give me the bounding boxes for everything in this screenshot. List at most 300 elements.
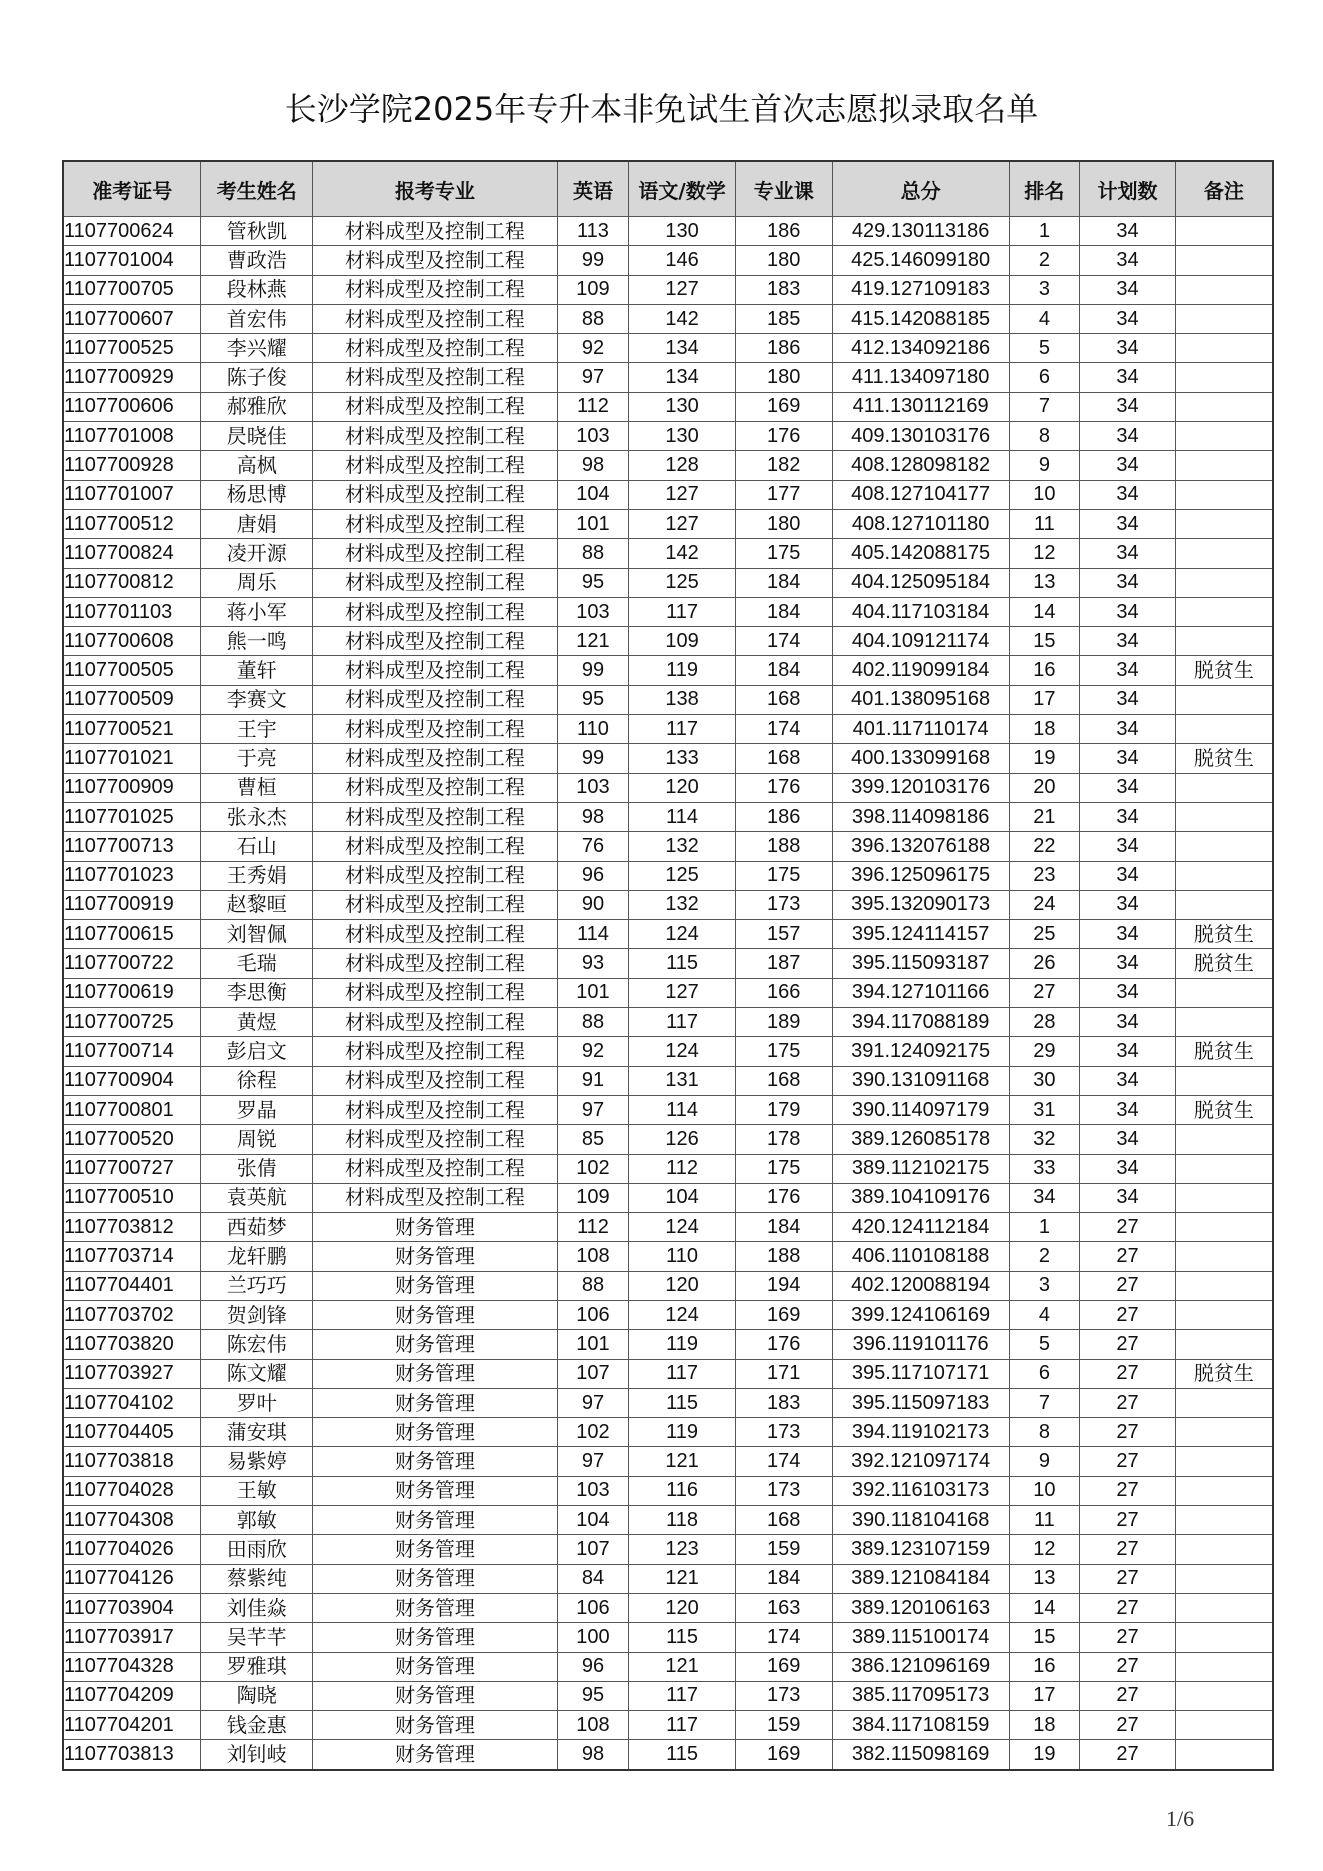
- cell-total: 389.120106163: [832, 1593, 1009, 1622]
- cell-major-course: 180: [735, 363, 832, 392]
- cell-major-course: 184: [735, 568, 832, 597]
- cell-name: 彭启文: [201, 1037, 313, 1066]
- cell-major: 财务管理: [313, 1564, 558, 1593]
- cell-major-course: 183: [735, 1388, 832, 1417]
- cell-chinese-math: 124: [629, 1037, 736, 1066]
- cell-english: 92: [557, 1037, 628, 1066]
- cell-major: 财务管理: [313, 1359, 558, 1388]
- table-row: [63, 334, 1273, 363]
- cell-total: 402.120088194: [832, 1271, 1009, 1300]
- cell-exam-id: 1107703813: [63, 1740, 201, 1770]
- cell-total: 396.125096175: [832, 861, 1009, 890]
- cell-exam-id: 1107703812: [63, 1213, 201, 1242]
- cell-major-course: 169: [735, 1652, 832, 1681]
- cell-rank: 24: [1009, 890, 1079, 919]
- cell-name: 毛瑞: [201, 949, 313, 978]
- cell-plan: 34: [1080, 304, 1176, 333]
- cell-remark: [1175, 1330, 1273, 1359]
- cell-plan: 34: [1080, 861, 1176, 890]
- cell-major-course: 186: [735, 217, 832, 246]
- table-row: [63, 1681, 1273, 1710]
- cell-remark: [1175, 1681, 1273, 1710]
- cell-exam-id: 1107701004: [63, 246, 201, 275]
- cell-chinese-math: 123: [629, 1535, 736, 1564]
- cell-english: 112: [557, 392, 628, 421]
- cell-english: 106: [557, 1300, 628, 1329]
- cell-exam-id: 1107700510: [63, 1183, 201, 1212]
- cell-major-course: 182: [735, 451, 832, 480]
- header-chinese-math: 语文/数学: [629, 161, 736, 217]
- cell-english: 96: [557, 1652, 628, 1681]
- cell-total: 395.132090173: [832, 890, 1009, 919]
- cell-english: 114: [557, 920, 628, 949]
- cell-rank: 8: [1009, 422, 1079, 451]
- cell-remark: [1175, 861, 1273, 890]
- cell-chinese-math: 134: [629, 334, 736, 363]
- table-row: [63, 949, 1273, 978]
- cell-plan: 27: [1080, 1593, 1176, 1622]
- cell-total: 389.115100174: [832, 1623, 1009, 1652]
- cell-chinese-math: 142: [629, 304, 736, 333]
- cell-exam-id: 1107703702: [63, 1300, 201, 1329]
- cell-english: 88: [557, 1271, 628, 1300]
- cell-major: 财务管理: [313, 1681, 558, 1710]
- cell-major-course: 176: [735, 1183, 832, 1212]
- cell-chinese-math: 109: [629, 627, 736, 656]
- cell-plan: 34: [1080, 246, 1176, 275]
- cell-major-course: 173: [735, 1476, 832, 1505]
- cell-exam-id: 1107700824: [63, 539, 201, 568]
- cell-name: 曹桓: [201, 773, 313, 802]
- cell-rank: 31: [1009, 1095, 1079, 1124]
- cell-plan: 27: [1080, 1711, 1176, 1740]
- cell-plan: 34: [1080, 217, 1176, 246]
- cell-exam-id: 1107700624: [63, 217, 201, 246]
- cell-major-course: 171: [735, 1359, 832, 1388]
- cell-english: 97: [557, 1095, 628, 1124]
- cell-plan: 27: [1080, 1330, 1176, 1359]
- table-row: [63, 920, 1273, 949]
- cell-plan: 27: [1080, 1652, 1176, 1681]
- cell-chinese-math: 132: [629, 890, 736, 919]
- table-row: [63, 422, 1273, 451]
- table-row: [63, 1271, 1273, 1300]
- cell-remark: [1175, 1506, 1273, 1535]
- cell-rank: 17: [1009, 1681, 1079, 1710]
- cell-major-course: 189: [735, 1008, 832, 1037]
- cell-exam-id: 1107700909: [63, 773, 201, 802]
- cell-total: 385.117095173: [832, 1681, 1009, 1710]
- table-row: [63, 1623, 1273, 1652]
- cell-major: 材料成型及控制工程: [313, 890, 558, 919]
- table-row: [63, 802, 1273, 831]
- table-body: [63, 217, 1273, 1770]
- cell-major: 财务管理: [313, 1476, 558, 1505]
- cell-chinese-math: 127: [629, 509, 736, 538]
- cell-major: 财务管理: [313, 1213, 558, 1242]
- cell-major: 财务管理: [313, 1330, 558, 1359]
- cell-major-course: 185: [735, 304, 832, 333]
- cell-rank: 34: [1009, 1183, 1079, 1212]
- cell-plan: 34: [1080, 832, 1176, 861]
- cell-english: 103: [557, 1476, 628, 1505]
- table-row: [63, 1213, 1273, 1242]
- cell-exam-id: 1107703714: [63, 1242, 201, 1271]
- cell-rank: 25: [1009, 920, 1079, 949]
- cell-major: 材料成型及控制工程: [313, 861, 558, 890]
- cell-major-course: 175: [735, 539, 832, 568]
- cell-plan: 27: [1080, 1623, 1176, 1652]
- cell-name: 熊一鸣: [201, 627, 313, 656]
- cell-remark: [1175, 1711, 1273, 1740]
- cell-rank: 6: [1009, 363, 1079, 392]
- cell-name: 罗雅琪: [201, 1652, 313, 1681]
- table-row: [63, 861, 1273, 890]
- table-row: [63, 1535, 1273, 1564]
- table-row: [63, 275, 1273, 304]
- cell-total: 395.115097183: [832, 1388, 1009, 1417]
- cell-rank: 32: [1009, 1125, 1079, 1154]
- cell-rank: 17: [1009, 685, 1079, 714]
- cell-rank: 10: [1009, 1476, 1079, 1505]
- cell-english: 97: [557, 1388, 628, 1417]
- cell-remark: 脱贫生: [1175, 920, 1273, 949]
- cell-plan: 27: [1080, 1271, 1176, 1300]
- cell-chinese-math: 124: [629, 920, 736, 949]
- cell-major: 材料成型及控制工程: [313, 1008, 558, 1037]
- cell-rank: 6: [1009, 1359, 1079, 1388]
- cell-remark: [1175, 802, 1273, 831]
- cell-major: 材料成型及控制工程: [313, 1037, 558, 1066]
- cell-total: 408.127104177: [832, 480, 1009, 509]
- cell-name: 龙轩鹏: [201, 1242, 313, 1271]
- table-row: [63, 744, 1273, 773]
- cell-major: 财务管理: [313, 1740, 558, 1770]
- cell-name: 李兴耀: [201, 334, 313, 363]
- cell-major: 财务管理: [313, 1447, 558, 1476]
- table-row: [63, 627, 1273, 656]
- cell-total: 420.124112184: [832, 1213, 1009, 1242]
- cell-rank: 9: [1009, 1447, 1079, 1476]
- cell-name: 刘钊岐: [201, 1740, 313, 1770]
- cell-total: 394.127101166: [832, 978, 1009, 1007]
- table-row: [63, 656, 1273, 685]
- cell-english: 108: [557, 1242, 628, 1271]
- cell-total: 406.110108188: [832, 1242, 1009, 1271]
- cell-major: 材料成型及控制工程: [313, 451, 558, 480]
- table-row: [63, 246, 1273, 275]
- cell-rank: 7: [1009, 392, 1079, 421]
- cell-chinese-math: 130: [629, 217, 736, 246]
- cell-total: 404.109121174: [832, 627, 1009, 656]
- cell-english: 91: [557, 1066, 628, 1095]
- table-row: [63, 1037, 1273, 1066]
- cell-rank: 22: [1009, 832, 1079, 861]
- cell-name: 周锐: [201, 1125, 313, 1154]
- cell-remark: [1175, 1242, 1273, 1271]
- cell-name: 昃晓佳: [201, 422, 313, 451]
- cell-major-course: 194: [735, 1271, 832, 1300]
- cell-name: 钱金惠: [201, 1711, 313, 1740]
- cell-major: 财务管理: [313, 1388, 558, 1417]
- cell-rank: 27: [1009, 978, 1079, 1007]
- cell-remark: [1175, 480, 1273, 509]
- cell-major: 材料成型及控制工程: [313, 246, 558, 275]
- table-row: [63, 392, 1273, 421]
- table-row: [63, 978, 1273, 1007]
- table-row: [63, 1388, 1273, 1417]
- cell-exam-id: 1107700512: [63, 509, 201, 538]
- cell-exam-id: 1107700608: [63, 627, 201, 656]
- cell-chinese-math: 118: [629, 1506, 736, 1535]
- cell-plan: 27: [1080, 1535, 1176, 1564]
- cell-major: 材料成型及控制工程: [313, 275, 558, 304]
- cell-major: 材料成型及控制工程: [313, 1095, 558, 1124]
- cell-plan: 27: [1080, 1740, 1176, 1770]
- cell-plan: 34: [1080, 539, 1176, 568]
- table-row: [63, 1740, 1273, 1770]
- cell-name: 管秋凯: [201, 217, 313, 246]
- cell-chinese-math: 116: [629, 1476, 736, 1505]
- cell-major-course: 174: [735, 1447, 832, 1476]
- cell-plan: 34: [1080, 627, 1176, 656]
- cell-total: 408.127101180: [832, 509, 1009, 538]
- cell-total: 389.123107159: [832, 1535, 1009, 1564]
- cell-exam-id: 1107703820: [63, 1330, 201, 1359]
- cell-name: 杨思博: [201, 480, 313, 509]
- cell-total: 401.138095168: [832, 685, 1009, 714]
- cell-english: 88: [557, 1008, 628, 1037]
- cell-rank: 28: [1009, 1008, 1079, 1037]
- cell-exam-id: 1107701021: [63, 744, 201, 773]
- cell-name: 田雨欣: [201, 1535, 313, 1564]
- cell-chinese-math: 134: [629, 363, 736, 392]
- cell-plan: 34: [1080, 568, 1176, 597]
- cell-rank: 13: [1009, 568, 1079, 597]
- cell-rank: 20: [1009, 773, 1079, 802]
- cell-major: 财务管理: [313, 1623, 558, 1652]
- header-major-course: 专业课: [735, 161, 832, 217]
- cell-major-course: 179: [735, 1095, 832, 1124]
- cell-major: 财务管理: [313, 1535, 558, 1564]
- cell-total: 394.117088189: [832, 1008, 1009, 1037]
- cell-major: 材料成型及控制工程: [313, 802, 558, 831]
- cell-total: 408.128098182: [832, 451, 1009, 480]
- cell-english: 95: [557, 685, 628, 714]
- cell-plan: 27: [1080, 1388, 1176, 1417]
- cell-remark: [1175, 275, 1273, 304]
- cell-exam-id: 1107700722: [63, 949, 201, 978]
- cell-name: 袁英航: [201, 1183, 313, 1212]
- cell-exam-id: 1107700713: [63, 832, 201, 861]
- cell-name: 王宇: [201, 715, 313, 744]
- cell-remark: [1175, 392, 1273, 421]
- cell-major-course: 159: [735, 1535, 832, 1564]
- cell-chinese-math: 128: [629, 451, 736, 480]
- header-remark: 备注: [1175, 161, 1273, 217]
- header-exam-id: 准考证号: [63, 161, 201, 217]
- cell-plan: 34: [1080, 1125, 1176, 1154]
- cell-remark: [1175, 1418, 1273, 1447]
- cell-english: 110: [557, 715, 628, 744]
- cell-major: 材料成型及控制工程: [313, 949, 558, 978]
- table-row: [63, 1476, 1273, 1505]
- header-rank: 排名: [1009, 161, 1079, 217]
- cell-english: 101: [557, 978, 628, 1007]
- cell-chinese-math: 112: [629, 1154, 736, 1183]
- cell-major-course: 166: [735, 978, 832, 1007]
- cell-name: 陈宏伟: [201, 1330, 313, 1359]
- cell-major: 材料成型及控制工程: [313, 832, 558, 861]
- cell-name: 段林燕: [201, 275, 313, 304]
- cell-chinese-math: 124: [629, 1213, 736, 1242]
- cell-name: 蔡紫纯: [201, 1564, 313, 1593]
- cell-name: 周乐: [201, 568, 313, 597]
- cell-total: 384.117108159: [832, 1711, 1009, 1740]
- cell-major: 材料成型及控制工程: [313, 1066, 558, 1095]
- cell-exam-id: 1107700505: [63, 656, 201, 685]
- cell-rank: 3: [1009, 1271, 1079, 1300]
- cell-major: 材料成型及控制工程: [313, 685, 558, 714]
- cell-name: 蒋小军: [201, 597, 313, 626]
- cell-remark: [1175, 334, 1273, 363]
- cell-total: 392.121097174: [832, 1447, 1009, 1476]
- cell-chinese-math: 117: [629, 715, 736, 744]
- cell-major-course: 174: [735, 715, 832, 744]
- table-row: [63, 1154, 1273, 1183]
- cell-total: 404.117103184: [832, 597, 1009, 626]
- cell-rank: 11: [1009, 509, 1079, 538]
- cell-rank: 2: [1009, 1242, 1079, 1271]
- cell-plan: 34: [1080, 1183, 1176, 1212]
- cell-major-course: 163: [735, 1593, 832, 1622]
- cell-english: 97: [557, 1447, 628, 1476]
- table-row: [63, 1359, 1273, 1388]
- cell-exam-id: 1107703818: [63, 1447, 201, 1476]
- cell-exam-id: 1107704102: [63, 1388, 201, 1417]
- table-row: [63, 597, 1273, 626]
- cell-chinese-math: 121: [629, 1564, 736, 1593]
- cell-rank: 3: [1009, 275, 1079, 304]
- cell-english: 98: [557, 1740, 628, 1770]
- cell-remark: [1175, 1447, 1273, 1476]
- cell-exam-id: 1107701008: [63, 422, 201, 451]
- cell-rank: 14: [1009, 597, 1079, 626]
- cell-name: 王秀娟: [201, 861, 313, 890]
- cell-exam-id: 1107700606: [63, 392, 201, 421]
- cell-english: 101: [557, 1330, 628, 1359]
- cell-major-course: 168: [735, 685, 832, 714]
- cell-exam-id: 1107704028: [63, 1476, 201, 1505]
- cell-english: 99: [557, 744, 628, 773]
- cell-english: 95: [557, 1681, 628, 1710]
- cell-remark: [1175, 1476, 1273, 1505]
- cell-name: 徐程: [201, 1066, 313, 1095]
- cell-rank: 12: [1009, 539, 1079, 568]
- cell-rank: 10: [1009, 480, 1079, 509]
- cell-rank: 18: [1009, 1711, 1079, 1740]
- cell-major: 财务管理: [313, 1593, 558, 1622]
- cell-remark: [1175, 597, 1273, 626]
- cell-plan: 27: [1080, 1213, 1176, 1242]
- cell-rank: 12: [1009, 1535, 1079, 1564]
- cell-name: 西茹梦: [201, 1213, 313, 1242]
- cell-english: 90: [557, 890, 628, 919]
- cell-chinese-math: 127: [629, 275, 736, 304]
- cell-total: 395.124114157: [832, 920, 1009, 949]
- cell-chinese-math: 131: [629, 1066, 736, 1095]
- cell-plan: 27: [1080, 1300, 1176, 1329]
- table-row: [63, 1008, 1273, 1037]
- cell-rank: 30: [1009, 1066, 1079, 1095]
- cell-total: 396.132076188: [832, 832, 1009, 861]
- cell-chinese-math: 142: [629, 539, 736, 568]
- cell-rank: 13: [1009, 1564, 1079, 1593]
- cell-remark: [1175, 1183, 1273, 1212]
- cell-major-course: 169: [735, 1740, 832, 1770]
- cell-english: 113: [557, 217, 628, 246]
- cell-remark: [1175, 685, 1273, 714]
- table-row: [63, 363, 1273, 392]
- cell-name: 张倩: [201, 1154, 313, 1183]
- cell-english: 108: [557, 1711, 628, 1740]
- cell-chinese-math: 114: [629, 1095, 736, 1124]
- cell-name: 王敏: [201, 1476, 313, 1505]
- cell-total: 390.118104168: [832, 1506, 1009, 1535]
- cell-remark: [1175, 627, 1273, 656]
- cell-major-course: 184: [735, 1564, 832, 1593]
- cell-remark: [1175, 1300, 1273, 1329]
- cell-exam-id: 1107700919: [63, 890, 201, 919]
- cell-remark: [1175, 246, 1273, 275]
- cell-exam-id: 1107704328: [63, 1652, 201, 1681]
- table-row: [63, 217, 1273, 246]
- cell-major-course: 188: [735, 1242, 832, 1271]
- cell-name: 陈子俊: [201, 363, 313, 392]
- cell-english: 99: [557, 246, 628, 275]
- cell-plan: 27: [1080, 1564, 1176, 1593]
- cell-total: 399.120103176: [832, 773, 1009, 802]
- cell-major-course: 176: [735, 422, 832, 451]
- cell-remark: [1175, 422, 1273, 451]
- cell-chinese-math: 121: [629, 1652, 736, 1681]
- cell-major: 财务管理: [313, 1506, 558, 1535]
- cell-english: 98: [557, 451, 628, 480]
- cell-major: 材料成型及控制工程: [313, 1125, 558, 1154]
- table-row: [63, 773, 1273, 802]
- table-row: [63, 1300, 1273, 1329]
- table-row: [63, 1652, 1273, 1681]
- cell-major: 材料成型及控制工程: [313, 568, 558, 597]
- cell-chinese-math: 117: [629, 1359, 736, 1388]
- cell-name: 石山: [201, 832, 313, 861]
- cell-plan: 34: [1080, 802, 1176, 831]
- cell-exam-id: 1107701023: [63, 861, 201, 890]
- cell-rank: 23: [1009, 861, 1079, 890]
- cell-total: 398.114098186: [832, 802, 1009, 831]
- cell-major-course: 184: [735, 597, 832, 626]
- cell-english: 88: [557, 539, 628, 568]
- cell-english: 107: [557, 1359, 628, 1388]
- cell-chinese-math: 130: [629, 422, 736, 451]
- cell-exam-id: 1107700929: [63, 363, 201, 392]
- table-row: [63, 1447, 1273, 1476]
- cell-plan: 34: [1080, 1066, 1176, 1095]
- cell-name: 高枫: [201, 451, 313, 480]
- cell-exam-id: 1107700928: [63, 451, 201, 480]
- cell-chinese-math: 120: [629, 1271, 736, 1300]
- cell-english: 109: [557, 275, 628, 304]
